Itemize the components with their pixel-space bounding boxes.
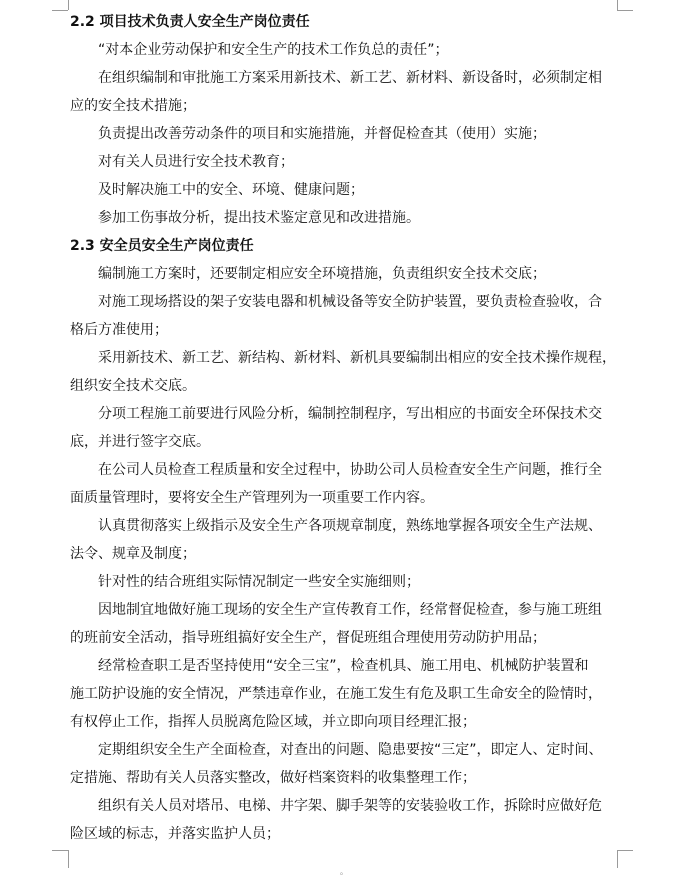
paragraph-line: 定期组织安全生产全面检查，对查出的问题、隐患要按“三定”，即定人、定时间、 xyxy=(98,742,603,758)
paragraph-line: 的班前安全活动，指导班组搞好安全生产，督促班组合理使用劳动防护用品； xyxy=(70,630,546,646)
paragraph-line: 格后方准使用； xyxy=(70,322,168,338)
crop-mark-bottom-right-h xyxy=(617,850,633,851)
paragraph-line: 及时解决施工中的安全、环境、健康问题； xyxy=(98,182,364,198)
paragraph-line: 在组织编制和审批施工方案采用新技术、新工艺、新材料、新设备时，必须制定相 xyxy=(98,70,602,86)
paragraph-line: 对有关人员进行安全技术教育； xyxy=(98,154,294,170)
paragraph-line: 应的安全技术措施； xyxy=(70,98,196,114)
paragraph-line: 负责提出改善劳动条件的项目和实施措施，并督促检查其（使用）实施； xyxy=(98,126,546,142)
document-body xyxy=(70,8,618,848)
crop-mark-top-right-h xyxy=(617,10,633,11)
crop-mark-bottom-left-h xyxy=(52,850,68,851)
paragraph-line: 定措施、帮助有关人员落实整改，做好档案资料的收集整理工作； xyxy=(70,770,476,786)
paragraph-line: “对本企业劳动保护和安全生产的技术工作负总的责任”； xyxy=(98,42,449,58)
paragraph-line: 法令、规章及制度； xyxy=(70,546,196,562)
paragraph xyxy=(70,148,618,176)
paragraph xyxy=(70,288,618,344)
paragraph-line: 采用新技术、新工艺、新结构、新材料、新机具要编制出相应的安全技术操作规程， xyxy=(98,350,616,366)
paragraph-line: 分项工程施工前要进行风险分析，编制控制程序，写出相应的书面安全环保技术交 xyxy=(98,406,602,422)
paragraph xyxy=(70,64,618,120)
paragraph-line: 在公司人员检查工程质量和安全过程中，协助公司人员检查安全生产问题，推行全 xyxy=(98,462,602,478)
paragraph-line: 编制施工方案时，还要制定相应安全环境措施，负责组织安全技术交底； xyxy=(98,266,546,282)
section-heading: 2.3 安全员安全生产岗位责任 xyxy=(70,238,254,254)
paragraph xyxy=(70,596,618,652)
paragraph-line: 有权停止工作，指挥人员脱离危险区域，并立即向项目经理汇报； xyxy=(70,714,476,730)
paragraph xyxy=(70,176,618,204)
paragraph xyxy=(70,120,618,148)
paragraph-line: 针对性的结合班组实际情况制定一些安全实施细则； xyxy=(98,574,420,590)
paragraph-line: 组织安全技术交底。 xyxy=(70,378,196,394)
paragraph xyxy=(70,260,618,288)
crop-mark-bottom-left-v xyxy=(68,850,69,868)
paragraph xyxy=(70,456,618,512)
paragraph-line: 组织有关人员对塔吊、电梯、井字架、脚手架等的安装验收工作，拆除时应做好危 xyxy=(98,798,602,814)
paragraph-line: 对施工现场搭设的架子安装电器和机械设备等安全防护装置，要负责检查验收，合 xyxy=(98,294,602,310)
section-heading: 2.2 项目技术负责人安全生产岗位责任 xyxy=(70,14,310,30)
paragraph xyxy=(70,568,618,596)
paragraph xyxy=(70,36,618,64)
paragraph-line: 因地制宜地做好施工现场的安全生产宣传教育工作，经常督促检查，参与施工班组 xyxy=(98,602,602,618)
paragraph-line: 认真贯彻落实上级指示及安全生产各项规章制度，熟练地掌握各项安全生产法规、 xyxy=(98,518,602,534)
paragraph-line: 底，并进行签字交底。 xyxy=(70,434,210,450)
paragraph xyxy=(70,736,618,792)
paragraph xyxy=(70,344,618,400)
paragraph xyxy=(70,652,618,736)
footer-mark: 。 xyxy=(340,867,348,876)
paragraph-line: 施工防护设施的安全情况，严禁违章作业，在施工发生有危及职工生命安全的险情时， xyxy=(70,686,602,702)
crop-mark-top-left-v xyxy=(68,0,69,10)
paragraph xyxy=(70,400,618,456)
paragraph-line: 参加工伤事故分析，提出技术鉴定意见和改进措施。 xyxy=(98,210,420,226)
paragraph-line: 面质量管理时，要将安全生产管理列为一项重要工作内容。 xyxy=(70,490,434,506)
crop-mark-bottom-right-v xyxy=(617,850,618,868)
paragraph-line: 险区域的标志，并落实监护人员； xyxy=(70,826,280,842)
paragraph xyxy=(70,204,618,232)
paragraph-line: 经常检查职工是否坚持使用“安全三宝”，检查机具、施工用电、机械防护装置和 xyxy=(98,658,589,674)
paragraph xyxy=(70,512,618,568)
crop-mark-top-left-h xyxy=(52,10,68,11)
paragraph xyxy=(70,792,618,848)
